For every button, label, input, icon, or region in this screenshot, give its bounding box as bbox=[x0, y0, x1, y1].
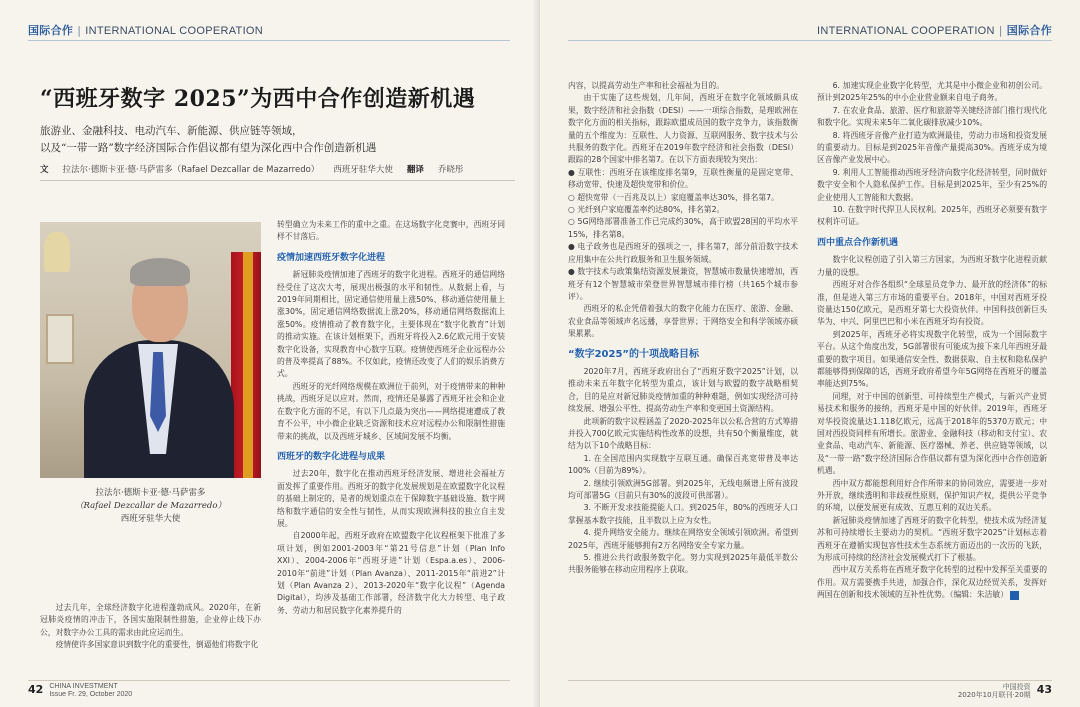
magazine-name-en: CHINA INVESTMENT bbox=[49, 683, 118, 690]
ambassador-portrait-photo bbox=[40, 222, 261, 478]
section-separator: | bbox=[77, 24, 82, 37]
goal-item: 9. 利用人工智能推动西班牙经济向数字化经济转型，同时做好数字安全和个人隐私保护工作。目标是到2025年，至少有25%的企业使用人工智能和大数据。 bbox=[817, 167, 1047, 202]
goal-item: 5. 推进公共行政服务数字化。努力实现到2025年最低半数公共服务能够在移动应用程序上获取。 bbox=[568, 553, 798, 575]
subtitle-line-1: 旅游业、金融科技、电动汽车、新能源、供应链等领域， bbox=[40, 125, 303, 137]
left-column-2 bbox=[277, 219, 505, 617]
caption-name-cn: 拉法尔·德斯卡亚·德·马萨雷多 bbox=[95, 488, 206, 498]
footer-left bbox=[28, 683, 132, 699]
right-column-1 bbox=[568, 80, 798, 577]
paragraph: 新冠肺炎疫情加速了西班牙的数字化转型，使技术成为经济复苏和可持续增长主要动力的契机。“西班牙数字2025”计划标志着西班牙在遵循实现包容性技术生态系统方面迈出的一次历的飞跃，为形成可持续的经济社会发展模式打下了根基。 bbox=[817, 515, 1047, 563]
byline bbox=[40, 163, 463, 175]
right-page bbox=[540, 0, 1080, 707]
goal-item: 1. 在全国范围内实现数字互联互通。确保百兆宽带普及率达100%（目前为89%）。 bbox=[568, 453, 798, 476]
paragraph: 西中双方都能想利用好合作所带来的协同效应，需要进一步对外开放，继续透明和非歧视性原则，保护知识产权，提供公平竞争的环境，以便发展更有成效、互惠互利的双边关系。 bbox=[817, 478, 1047, 513]
paragraph: 新冠肺炎疫情加速了西班牙的数字化进程。西班牙的通信网络经受住了这次大考，展现出极强的水平和韧性。从数据上看，与2019年同期相比，固定通信使用量上涨50%、移动通信使用量上涨30%，固定通信网络数据流上涨20%，移动通信网络数据流上涨50%。疫情推动了教育数字化，主要体现在“数字化教育”计划的推动实施。在该计划框架下，西班牙将投入2.6亿欧元用于安装数字化设备，实现教育中心数字互联。疫情使西班牙企业远程办公的普及率提高了88%。不仅如此，疫情还改变了人们的娱乐消费方式。 bbox=[277, 270, 505, 379]
bullet-item: ● 数字技术与政策集结资源发展兼资，智慧城市数量快速增加，西班牙有12个智慧城市荣登世界智慧城市排行榜（共165个城市参评）。 bbox=[568, 267, 798, 301]
paragraph: 同理，对于中国的创新型、可持续型生产模式，与新兴产业贸易技术和服务的接纳，西班牙是中国的好伙伴。2019年，西班牙对华投资流量达1.118亿欧元，远高于2018年的5370万欧元；中国对西投资同样有所增长。旅游业、金融科技（移动和支付宝）、农业食品、电动汽车、新能源、医疗器械、养老、供应链等领域，以及“一带一路”数字经济国际合作倡议都有望为深化西中合作创造新机遇。 bbox=[817, 391, 1048, 476]
goal-item: 2. 继续引领欧洲5G部署。到2025年，无线电频谱上所有波段均可部署5G（目前只有30%的波段可供部署）。 bbox=[568, 478, 798, 500]
paragraph: 内容，以提高劳动生产率和社会福祉为目的。 bbox=[568, 81, 724, 90]
section-label-en: INTERNATIONAL COOPERATION bbox=[816, 25, 995, 37]
section-label-en: INTERNATIONAL COOPERATION bbox=[85, 25, 264, 37]
paragraph: 到2025年，西班牙必将实现数字化转型，成为一个国际数字平台。从这个角度出发，5G部署很有可能成为接下来几年西班牙最重要的数字项目。如果通信安全性、数据获取、自主权和隐私保护都能够得到保障的话，西班牙政府希望今年5G网络在西班牙的覆盖率能达到75%。 bbox=[817, 329, 1047, 389]
sub-bullet-item: ○ 超快宽带（一百兆及以上）家庭覆盖率达30%，排名第7。 bbox=[568, 192, 779, 202]
wall-frame-shape bbox=[46, 314, 74, 364]
translator-label: 翻译 bbox=[406, 165, 424, 175]
paragraph: 由于实施了这些规划，几年间，西班牙在数字化领域颇具成果，数字经济和社会指数（DESI）——一项综合指数，是理欧洲在数字化方面的相关指标，跟踪欧盟成员国的数字竞争力，该指数衡量的五个维度为：互联性、人力资源、互联网服务、数字技术与公共服务的数字化。西班牙在2019年数字经济和社会指数（DESI）跟踪的28个国家中排名第7。在以下方面表现较为突出： bbox=[568, 93, 798, 165]
page-number-left: 42 bbox=[28, 683, 44, 696]
photo-caption bbox=[40, 487, 261, 526]
byline-prefix: 文 bbox=[40, 165, 49, 175]
closing-paragraph: 西中双方关系将在西班牙数字化转型的过程中发挥至关重要的作用。双方需要携手共进，加强合作，深化双边经贸关系，发挥好两国在创新和技术领域的互补性优势。（编辑：朱洁敏） bbox=[817, 565, 1047, 600]
footer-rule-right bbox=[568, 680, 1052, 681]
paragraph: 过去20年，数字化在推动西班牙经济发展、增进社会福祉方面发挥了重要作用。西班牙的数字化发展规划是在欧盟数字化议程的基础上制定的，是者的规划重点在于保障数字基础设施、数字网络和数字通信的安全性与韧性，从而实现欧洲科技的独立自主发展。 bbox=[277, 469, 505, 528]
paragraph: 自2000年起，西班牙政府在欧盟数字化议程框架下批准了多项计划，例如2001-2003年“第21号信息”计划（Plan Info XXI）、2004-2006年“西班牙进”计划（Espa.a.es）、2006-2010年“前进”计划（Plan Avanza）、2011-2015年“前进2”计划（Plan Avanza 2）、2013-2020年“数字化议程”（Agenda Digital），均涉及基础工作部署，经济数字化大力转型、电子政务、劳动力和居民数字化素养提升的 bbox=[277, 531, 505, 615]
page-number-right: 43 bbox=[1036, 683, 1052, 696]
bullet-item: ● 互联性：西班牙在该维度排名第9，互联性衡量的是固定宽带、移动宽带、快速及超快宽带和价位。 bbox=[568, 167, 798, 190]
section-heading: “数字2025”的十项战略目标 bbox=[568, 348, 699, 360]
end-mark-icon bbox=[1010, 591, 1019, 600]
article-subtitle bbox=[40, 123, 520, 157]
section-heading: 西班牙的数字化进程与成果 bbox=[277, 451, 386, 462]
paragraph: 此项新的数字议程涵盖了2020-2025年以公私合营的方式筹措并投入700亿欧元实施结构性改革的设想，共有50个衡量维度，就结为以下10个战略目标： bbox=[568, 416, 798, 451]
paragraph: 疫情使许多国家意识到数字化的重要性，倒逼他们将数字化 bbox=[55, 640, 259, 650]
author-name: 拉法尔·德斯卡亚·德·马萨雷多（Rafael Dezcallar de Mazarredo） bbox=[62, 165, 320, 175]
goal-item: 6. 加速实现企业数字化转型，尤其是中小微企业和初创公司。预计到2025年25%的中小企业营业额来自电子商务。 bbox=[817, 81, 1047, 103]
goal-item: 4. 提升网络安全能力。继续在网络安全领域引领欧洲。希望到2025年，西班牙能够拥有2万名网络安全专家力量。 bbox=[568, 528, 798, 550]
footer-right bbox=[958, 683, 1052, 699]
goal-item: 10. 在数字时代捍卫人民权利。2025年，西班牙必须要有数字权利许可证。 bbox=[817, 205, 1047, 227]
right-column-2 bbox=[817, 80, 1047, 602]
caption-role: 西班牙驻华大使 bbox=[120, 514, 181, 524]
paragraph: 西班牙对合作各组织“全球星员竞争力、最开放的经济体”的标准，但是进入第三方市场的重要平台。2018年，中国对西班牙投资量达150亿欧元，是西班牙第七大投资伙伴。中国科技创新巨头华为、中兴、阿里巴巴和小米在西班牙均有投资。 bbox=[817, 280, 1047, 327]
footer-rule-left bbox=[28, 680, 510, 681]
paragraph: 数字化议程创造了引入第三方国家，为西班牙数字化进程贡献力量的设想。 bbox=[817, 255, 1047, 277]
paragraph: 2020年7月，西班牙政府出台了“西班牙数字2025”计划，以推动未来五年数字化转型为重点，该计划与欧盟的数字战略相契合，目的是应对新冠肺炎疫情加重的种种难题，例如实现经济可持续发展、增强公平性、提高劳动生产率和变更国土资源结构。 bbox=[568, 366, 798, 414]
goal-item: 8. 将西班牙音像产业打造为欧洲最佳，劳动力市场和投资发展的重要动力。目标是到2025年音像产量提高30%。西班牙成为境区音像产业发展中心。 bbox=[817, 130, 1047, 165]
translator-name: 乔晓彤 bbox=[437, 165, 464, 175]
section-separator: | bbox=[998, 24, 1003, 37]
author-title: 西班牙驻华大使 bbox=[333, 165, 393, 175]
paragraph bbox=[817, 564, 1047, 601]
subtitle-line-2: 以及“一带一路”数字经济国际合作倡议都有望为深化西中合作创造新机遇 bbox=[40, 142, 377, 154]
paragraph: 转型确立为未来工作的重中之重。在这场数字化竞赛中，西班牙同样不甘落后。 bbox=[277, 220, 505, 242]
section-label-cn: 国际合作 bbox=[28, 24, 74, 37]
issue-info-en: Issue Fr. 29, October 2020 bbox=[49, 691, 133, 698]
byline-rule bbox=[40, 180, 515, 181]
sub-bullet-item: ○ 5G网络部署准备工作已完成约30%，高于欧盟28国的平均水平15%，排名第8。 bbox=[568, 217, 798, 239]
lamp-shape bbox=[44, 232, 70, 272]
caption-name-en: （Rafael Dezcallar de Mazarredo） bbox=[75, 501, 226, 511]
header-rule-right bbox=[568, 40, 1052, 41]
bullet-item: ● 电子政务也是西班牙的强项之一，排名第7，部分前沿数字技术应用集中在公共行政服务和卫生服务领域。 bbox=[568, 242, 798, 264]
magazine-name-cn: 中国投资 bbox=[1002, 683, 1031, 691]
section-heading: 疫情加速西班牙数字化进程 bbox=[277, 252, 386, 263]
article-title: “西班牙数字 2025”为西中合作创造新机遇 bbox=[40, 86, 476, 112]
sub-bullet-item: ○ 光纤到户家庭覆盖率约达80%，排名第2。 bbox=[568, 205, 725, 215]
goal-item: 7. 在农业食品、旅游、医疗和旅游等关键经济部门推行现代化和数字化。实现未来5年二氧化碳排放减少10%。 bbox=[817, 105, 1047, 128]
goal-item: 3. 不断开发求技能提能人口。到2025年，80%的西班牙人口掌握基本数字技能，且半数以上应为女性。 bbox=[568, 503, 798, 525]
paragraph: 西班牙的光纤网络规模在欧洲位于前列，对于疫情带来的种种挑战，西班牙足以应对。然而，疫情还是暴露了西班牙社会和企业在数字化方面的不足，有以下几点最为突出——网络提速遭成了教育不公平，中小微企业缺乏资源和技术应对远程办公和限制性措施带来的挑战，以及西班牙城乡、区域间发展不均衡。 bbox=[277, 381, 505, 441]
section-label-cn: 国际合作 bbox=[1006, 24, 1052, 37]
paragraph: 西班牙的私企凭借着强大的数字化能力在医疗、旅游、金融、农业食品等领域声名远播，享誉世界；于网络安全和科学领域亦硕果累累。 bbox=[568, 304, 798, 339]
running-head-right bbox=[817, 22, 1052, 38]
issue-info-cn: 2020年10月联刊·20期 bbox=[957, 691, 1031, 699]
running-head-left bbox=[28, 22, 263, 38]
header-rule-left bbox=[28, 40, 510, 41]
section-heading: 西中重点合作新机遇 bbox=[817, 237, 899, 248]
left-column-1 bbox=[40, 602, 261, 652]
paragraph: 过去几年，全球经济数字化进程蓬勃成风。2020年，在新冠肺炎疫情的冲击下，各国实施限制性措施，企业停止线下办公，对数字办公工具的需求由此应运而生。 bbox=[40, 603, 261, 637]
